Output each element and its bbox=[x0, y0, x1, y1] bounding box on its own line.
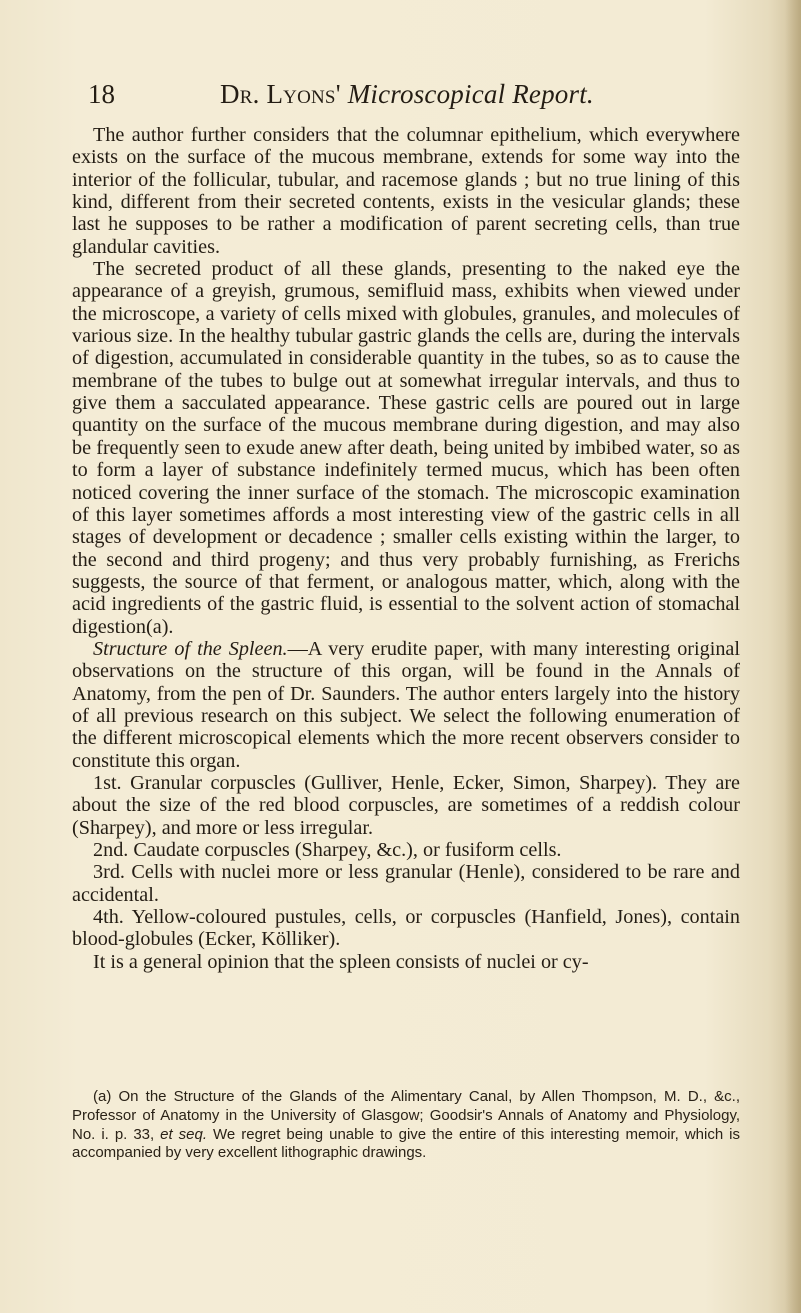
paragraph-1: The author further considers that the columnar epithelium, which everywhere exists on the surface of the mucous membrane, extends for some way into the interior of the follicular, tubular, and racemose glands ; but no true lining of this kind, different from their secreted contents, exists in the vesicular glands; these last he supposes to be rather a modification of parent secreting cells, than true glandular cavities. bbox=[72, 124, 740, 258]
running-header bbox=[0, 76, 801, 116]
list-item-1: 1st. Granular corpuscles (Gulliver, Henle, Ecker, Simon, Sharpey). They are about the size of the red blood corpuscles, are sometimes of a reddish colour (Sharpey), and more or less irregular. bbox=[72, 771, 740, 839]
footnote-part-2: We regret being unable to give the entire of this interesting memoir, which is accompanied by very excellent lithographic drawings. bbox=[72, 1125, 741, 1162]
footnote-text bbox=[72, 1088, 740, 1163]
page-edge-shadow bbox=[785, 0, 801, 1313]
footnote-et-seq: et seq. bbox=[160, 1125, 208, 1143]
running-title-rest: Microscopical Report. bbox=[347, 79, 594, 109]
running-title bbox=[220, 79, 780, 110]
paragraph-3-text: —A very erudite paper, with many interesting original observations on the structure of this organ, will be found in the Annals of Anatomy, from the pen of Dr. Saunders. The author enters largely into the history of all previous research on this subject. We select the following enumeration of the different microscopical elements which the more recent observers consider to constitute this organ. bbox=[72, 637, 740, 772]
paragraph-2: The secreted product of all these glands, presenting to the naked eye the appearance of a greyish, grumous, semifluid mass, exhibits when viewed under the microscope, a variety of cells mixed with globules, granules, and molecules of various size. In the healthy tubular gastric glands the cells are, during the intervals of digestion, accumulated in considerable quantity in the tubes, so as to cause the membrane of the tubes to bulge out at somewhat irregular intervals, and thus to give them a sacculated appearance. These gastric cells are poured out in large quantity on the surface of the mucous membrane during digestion, and may also be frequently seen to exude anew after death, being united by imbibed water, so as to form a layer of substance indefinitely termed mucus, which has been often noticed covering the inner surface of the stomach. The microscopic examination of this layer sometimes affords a most interesting view of the gastric cells in all stages of development or decadence ; smaller cells existing within the larger, to the second and third progeny; and thus very probably furnishing, as Frerichs suggests, the source of that ferment, or analogous matter, which, along with the acid ingredients of the gastric fluid, is essential to the solvent action of stomachal digestion(a). bbox=[72, 258, 740, 638]
paragraph-3 bbox=[72, 638, 740, 772]
list-item-2: 2nd. Caudate corpuscles (Sharpey, &c.), or fusiform cells. bbox=[93, 839, 562, 861]
paragraph-last: It is a general opinion that the spleen consists of nuclei or cy- bbox=[93, 950, 589, 973]
footnote bbox=[72, 1088, 740, 1163]
list-item-3: 3rd. Cells with nuclei more or less granular (Henle), considered to be rare and accidental. bbox=[72, 861, 740, 906]
footnote-part-1: (a) On the Structure of the Glands of the Alimentary Canal, by Allen Thompson, M. D., &c., Professor of Anatomy in the University of Glasgow; Goodsir's Annals of Anatomy and Physiology, No. i. p. 33, bbox=[72, 1088, 740, 1143]
page-number: 18 bbox=[88, 79, 115, 109]
section-heading-spleen: Structure of the Spleen. bbox=[93, 637, 288, 660]
body-text bbox=[72, 124, 740, 973]
list-item-4: 4th. Yellow-coloured pustules, cells, or corpuscles (Hanfield, Jones), contain blood-globules (Ecker, Kölliker). bbox=[72, 906, 740, 951]
running-title-author: Dr. Lyons' bbox=[220, 79, 341, 109]
